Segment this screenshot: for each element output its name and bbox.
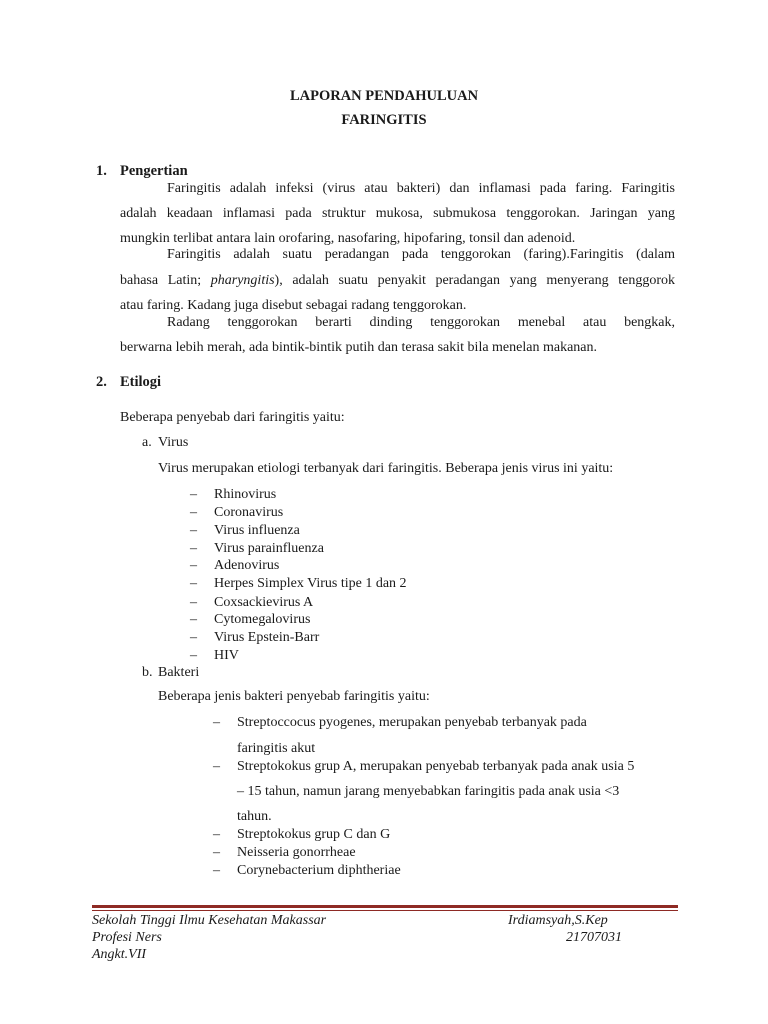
list-item-text: Rhinovirus (214, 487, 277, 502)
italic-term: pharyngitis (210, 273, 275, 288)
list-item-text: Streptokokus grup A, merupakan penyebab terbanyak pada anak usia 5 (237, 759, 635, 774)
paragraph-line: Faringitis adalah infeksi (virus atau bakteri) dan inflamasi pada faring. Faringitis (167, 181, 675, 196)
dash-marker: – (213, 715, 220, 730)
dash-marker: – (190, 630, 197, 645)
dash-marker: – (213, 863, 220, 878)
list-item-text: Virus influenza (214, 523, 300, 538)
list-item (213, 845, 356, 861)
dash-marker: – (190, 648, 197, 663)
subsection-title: Bakteri (158, 665, 200, 680)
list-item-text: Streptokokus grup C dan G (237, 827, 391, 842)
dash-marker: – (213, 845, 220, 860)
section-number: 2. (96, 374, 107, 390)
list-item-text: Coxsackievirus A (214, 595, 314, 610)
document-subtitle: FARINGITIS (341, 112, 427, 128)
list-item-text: Virus parainfluenza (214, 541, 324, 556)
section-number: 1. (96, 163, 107, 179)
footer-author: Irdiamsyah,S.Kep (508, 913, 608, 928)
dash-marker: – (213, 827, 220, 842)
dash-marker: – (213, 759, 220, 774)
list-item-text: Streptoccocus pyogenes, merupakan penyebab terbanyak pada (237, 715, 587, 730)
list-item (190, 576, 407, 592)
dash-marker: – (190, 505, 197, 520)
list-item-text: Adenovirus (214, 558, 280, 573)
dash-marker: – (190, 541, 197, 556)
dash-marker: – (190, 523, 197, 538)
list-item (190, 558, 279, 574)
list-item (190, 612, 310, 628)
list-item (213, 827, 390, 843)
footer-student-id: 21707031 (566, 930, 622, 945)
document-title: LAPORAN PENDAHULUAN (289, 88, 479, 104)
list-item-text: HIV (214, 648, 239, 663)
subsection-title: Virus (158, 435, 189, 450)
section-heading-etilogi (96, 374, 161, 391)
list-item-continuation: – 15 tahun, namun jarang menyebabkan faringitis pada anak usia <3 (237, 784, 620, 799)
text-run: ), adalah suatu penyakit peradangan yang menyerang tenggorok (274, 273, 675, 288)
section-title: Pengertian (120, 163, 188, 179)
footer-institution: Sekolah Tinggi Ilmu Kesehatan Makassar (92, 913, 327, 928)
list-item-text: Coronavirus (214, 505, 284, 520)
dash-marker: – (190, 612, 197, 627)
bakteri-intro: Beberapa jenis bakteri penyebab faringitis yaitu: (158, 689, 430, 704)
dash-marker: – (190, 576, 197, 591)
list-item (190, 487, 276, 503)
dash-marker: – (190, 558, 197, 573)
subsection-label: a. (142, 435, 152, 450)
list-item-text: Neisseria gonorrheae (237, 845, 356, 860)
list-item (190, 630, 319, 646)
list-item (213, 759, 634, 775)
text-run: bahasa Latin; (120, 273, 211, 288)
footer-batch: Angkt.VII (92, 947, 147, 962)
list-item (213, 863, 401, 879)
paragraph-line: atau faring. Kadang juga disebut sebagai radang tenggorokan. (120, 298, 467, 313)
list-item-continuation: tahun. (237, 809, 272, 824)
paragraph-line: mungkin terlibat antara lain orofaring, nasofaring, hipofaring, tonsil dan adenoid. (120, 231, 576, 246)
paragraph-line: Radang tenggorokan berarti dinding tenggorokan menebal atau bengkak, (167, 315, 675, 330)
footer-rule-thick (92, 905, 678, 908)
dash-marker: – (190, 595, 197, 610)
list-item-text: Corynebacterium diphtheriae (237, 863, 401, 878)
section-title: Etilogi (120, 374, 162, 390)
list-item (190, 648, 239, 664)
paragraph-line-with-italic (120, 273, 675, 289)
subsection-bakteri (142, 665, 199, 681)
section-heading-pengertian (96, 163, 188, 180)
list-item-text: Cytomegalovirus (214, 612, 311, 627)
virus-intro: Virus merupakan etiologi terbanyak dari faringitis. Beberapa jenis virus ini yaitu: (158, 461, 614, 476)
list-item-continuation: faringitis akut (237, 741, 316, 756)
list-item-text: Herpes Simplex Virus tipe 1 dan 2 (214, 576, 407, 591)
list-item (190, 523, 300, 539)
dash-marker: – (190, 487, 197, 502)
subsection-label: b. (142, 665, 153, 680)
list-item (190, 505, 283, 521)
paragraph-line: Faringitis adalah suatu peradangan pada tenggorokan (faring).Faringitis (dalam (167, 247, 675, 262)
list-item (213, 715, 587, 731)
footer-program: Profesi Ners (92, 930, 162, 945)
list-item (190, 595, 313, 611)
etiology-intro: Beberapa penyebab dari faringitis yaitu: (120, 410, 345, 425)
subsection-virus (142, 435, 188, 451)
paragraph-line: adalah keadaan inflamasi pada struktur mukosa, submukosa tenggorokan. Jaringan yang (120, 206, 675, 221)
list-item-text: Virus Epstein-Barr (214, 630, 320, 645)
footer-rule-thin (92, 910, 678, 911)
list-item (190, 541, 324, 557)
paragraph-line: berwarna lebih merah, ada bintik-bintik putih dan terasa sakit bila menelan makanan. (120, 340, 597, 355)
